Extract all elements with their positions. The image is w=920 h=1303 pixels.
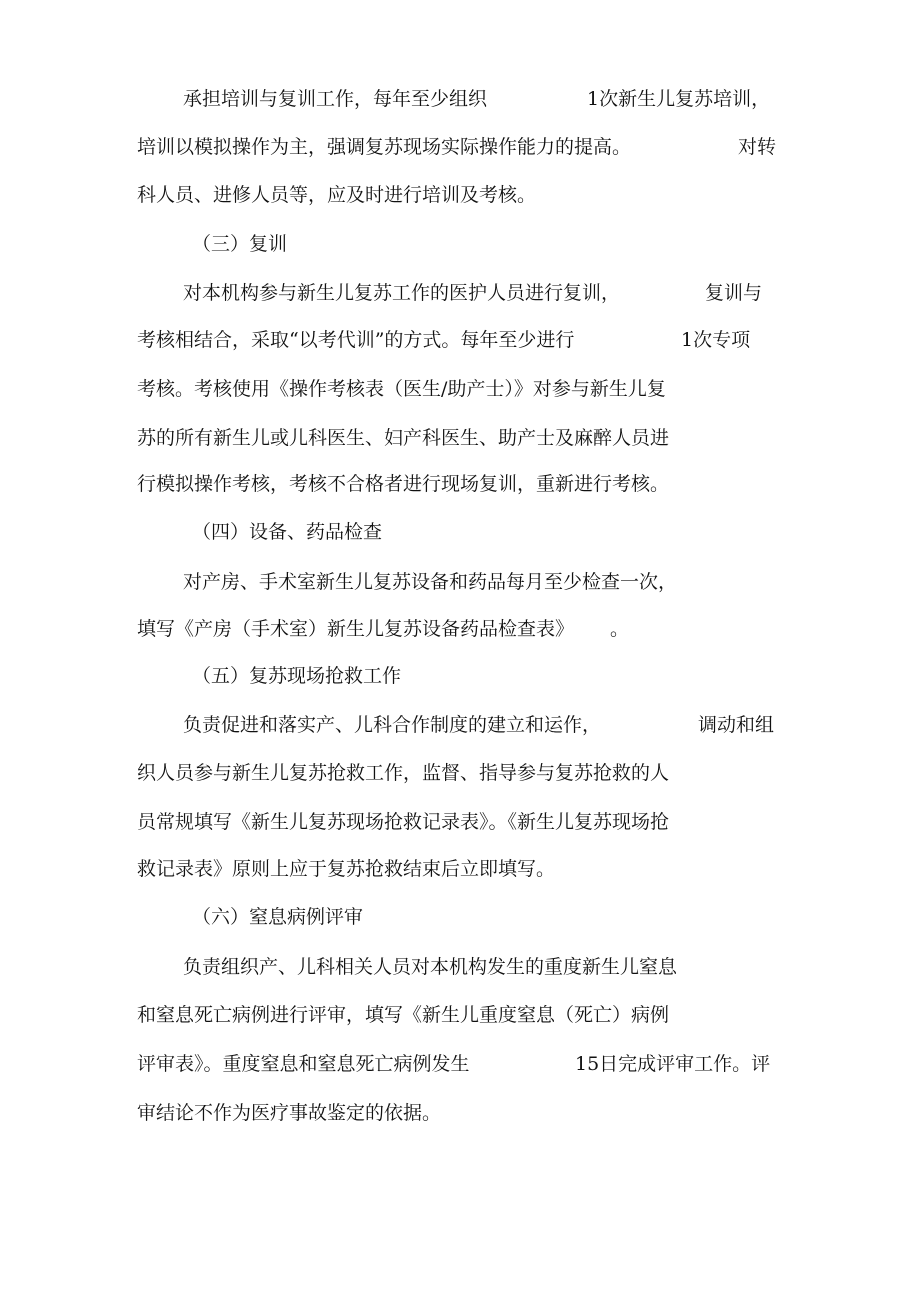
text-segment: 承担培训与复训工作，每年至少组织 (183, 88, 488, 110)
text-segment: 。 (610, 618, 630, 640)
text-segment: 行模拟操作考核，考核不合格者进行现场复训，重新进行考核。 (137, 473, 670, 495)
text-segment: 复训与 (705, 282, 763, 304)
text-segment: 织人员参与新生儿复苏抢救工作，监督、指导参与复苏抢救的人 (137, 762, 670, 784)
text-segment: 审结论不作为医疗事故鉴定的依据。 (137, 1102, 442, 1124)
text-segment: 15日完成评审工作。评 (575, 1053, 771, 1075)
text-segment: 调动和组 (698, 714, 775, 736)
section-heading-text: （三）复训 (192, 233, 288, 255)
text-segment: 救记录表》原则上应于复苏抢救结束后立即填写。 (137, 858, 556, 880)
text-segment: 员常规填写《新生儿复苏现场抢救记录表》。《新生儿复苏现场抢 (137, 811, 670, 833)
text-segment: 苏的所有新生儿或儿科医生、妇产科医生、助产士及麻醉人员进 (137, 427, 670, 449)
text-segment: 考核。考核使用《操作考核表（医生/助产士）》对参与新生儿复 (137, 378, 666, 400)
text-segment: 评审表》。重度窒息和窒息死亡病例发生 (137, 1053, 470, 1075)
text-segment: 考核相结合，采取“以考代训”的方式。每年至少进行 (137, 329, 575, 351)
text-segment: 负责促进和落实产、儿科合作制度的建立和运作， (183, 714, 602, 736)
text-segment: 对转 (738, 136, 777, 158)
section-heading-text: （四）设备、药品检查 (192, 521, 383, 543)
text-segment: 对本机构参与新生儿复苏工作的医护人员进行复训， (183, 282, 621, 304)
text-segment: 1次专项 (681, 329, 751, 351)
text-segment: 和窒息死亡病例进行评审，填写《新生儿重度窒息（死亡）病例 (137, 1004, 670, 1026)
section-heading-text: （六）窒息病例评审 (192, 906, 364, 928)
text-segment: 填写《产房（手术室）新生儿复苏设备药品检查表》 (137, 618, 575, 640)
text-segment: 科人员、进修人员等，应及时进行培训及考核。 (137, 184, 537, 206)
text-segment: 对产房、手术室新生儿复苏设备和药品每月至少检查一次， (183, 571, 678, 593)
text-segment: 负责组织产、儿科相关人员对本机构发生的重度新生儿窒息 (183, 956, 678, 978)
text-segment: 培训以模拟操作为主，强调复苏现场实际操作能力的提高。 (137, 136, 632, 158)
section-heading-text: （五）复苏现场抢救工作 (192, 665, 402, 687)
text-segment: 1次新生儿复苏培训， (587, 88, 771, 110)
